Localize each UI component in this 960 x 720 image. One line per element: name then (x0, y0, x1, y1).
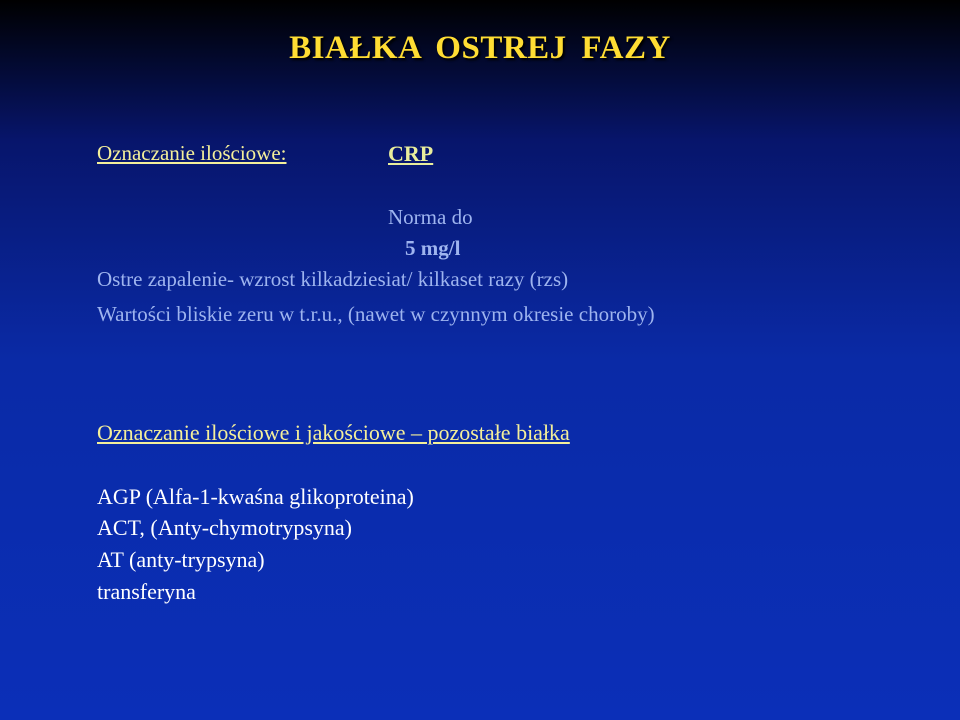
section2-heading: Oznaczanie ilościowe i jakościowe – pozostałe białka (97, 420, 570, 445)
list-item-at: AT (anty-trypsyna) (97, 547, 265, 572)
crp-label: CRP (388, 141, 434, 166)
slide-title: BIAŁKA OSTREJ FAZY (289, 30, 671, 66)
list-item-transferyna: transferyna (97, 579, 196, 604)
acute-inflammation-text: Ostre zapalenie- wzrost kilkadziesiat/ kilkaset razy (rzs) (97, 267, 569, 291)
norm-value: 5 mg/l (405, 236, 461, 260)
norm-label: Norma do (388, 205, 473, 229)
near-zero-values-text: Wartości bliskie zeru w t.r.u., (nawet w czynnym okresie choroby) (97, 302, 655, 326)
section1-label: Oznaczanie ilościowe: (97, 141, 287, 165)
list-item-act: ACT, (Anty-chymotrypsyna) (97, 515, 352, 540)
list-item-agp: AGP (Alfa-1-kwaśna glikoproteina) (97, 484, 414, 509)
